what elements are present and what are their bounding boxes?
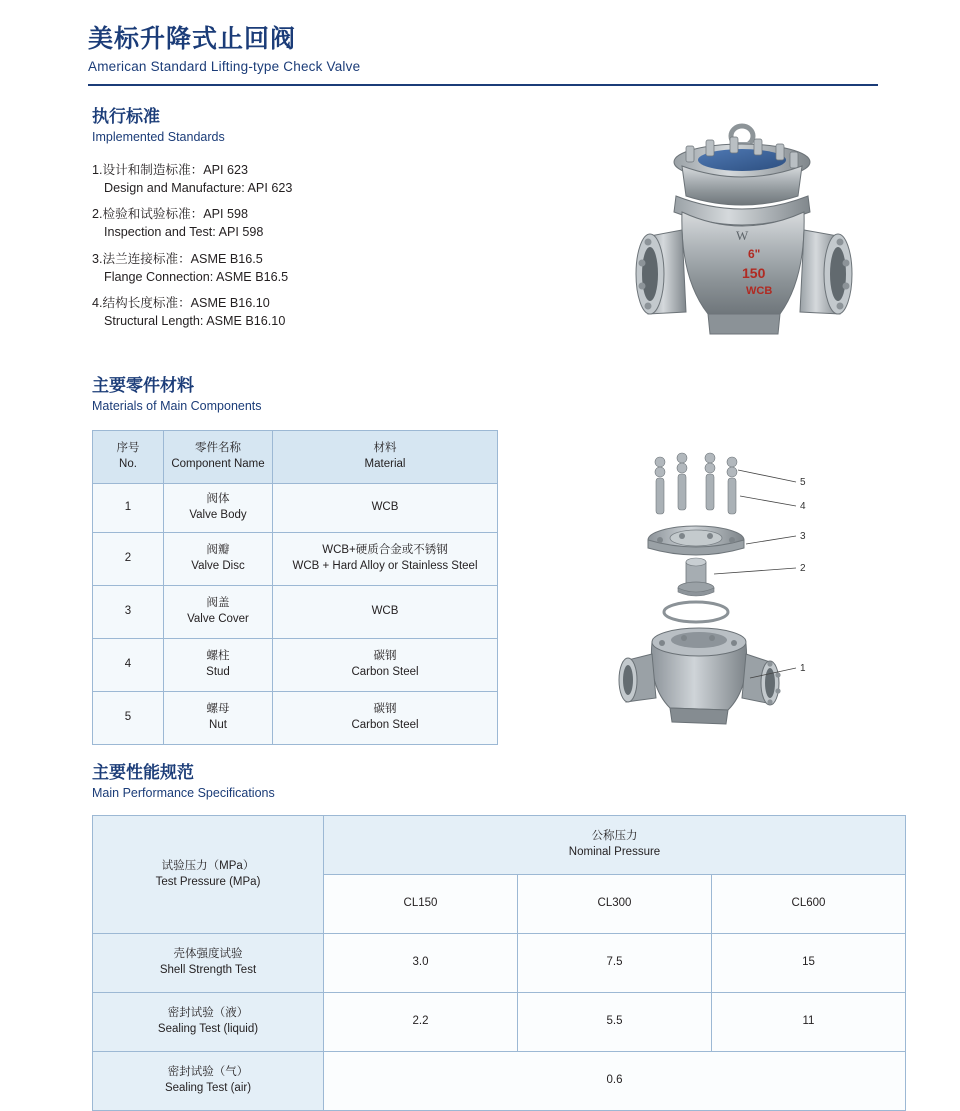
performance-heading-en: Main Performance Specifications xyxy=(92,786,275,801)
standard-en: Flange Connection: ASME B16.5 xyxy=(104,269,289,284)
table-row xyxy=(93,692,498,745)
list-item xyxy=(92,206,512,241)
group-header-nominal-pressure xyxy=(324,816,906,875)
table-header-row xyxy=(93,431,498,484)
row-header-shell-strength xyxy=(93,934,324,993)
standard-cn: 1.设计和制造标准：API 623 xyxy=(92,163,249,177)
valve-photo xyxy=(590,118,890,368)
col-header-cl150: CL150 xyxy=(324,875,518,934)
row-header-sealing-liquid xyxy=(93,993,324,1052)
cell-no: 2 xyxy=(93,533,164,586)
cell-material xyxy=(273,484,498,533)
row-header-en: Shell Strength Test xyxy=(159,964,257,976)
corner-header-cn: 试验压力（MPa） xyxy=(161,859,255,872)
cell-value: 2.2 xyxy=(324,993,518,1052)
materials-heading-cn: 主要零件材料 xyxy=(92,376,194,395)
table-row xyxy=(93,639,498,692)
header-divider xyxy=(88,84,878,86)
row-header-sealing-air xyxy=(93,1052,324,1111)
table-row xyxy=(93,934,906,993)
cell-no: 1 xyxy=(93,484,164,533)
col-header-material-en: Material xyxy=(364,458,406,470)
col-header-no-en: No. xyxy=(119,458,137,470)
photo-mark-class: 150 xyxy=(742,265,766,281)
cell-component-cn: 阀体 xyxy=(206,493,230,506)
standard-cn: 4.结构长度标准：ASME B16.10 xyxy=(92,295,270,310)
exploded-label-3: 3 xyxy=(800,531,806,542)
col-header-no xyxy=(93,431,164,484)
cell-material-cn: WCB+硬质合金或不锈钢 xyxy=(322,544,448,557)
group-header-en: Nominal Pressure xyxy=(568,846,661,858)
exploded-label-5: 5 xyxy=(800,477,806,488)
corner-header-test-pressure xyxy=(93,816,324,934)
cell-component xyxy=(164,586,273,639)
row-header-cn: 密封试验（液） xyxy=(167,1007,249,1020)
materials-table xyxy=(92,430,498,745)
cell-component-cn: 阀瓣 xyxy=(206,544,230,557)
col-header-no-cn: 序号 xyxy=(116,442,140,455)
performance-heading-cn: 主要性能规范 xyxy=(92,763,194,782)
table-row xyxy=(93,533,498,586)
page-header xyxy=(88,24,878,74)
standard-en: Structural Length: ASME B16.10 xyxy=(104,313,286,328)
col-header-component-cn: 零件名称 xyxy=(195,442,241,455)
performance-heading xyxy=(92,762,275,800)
cell-component-en: Nut xyxy=(209,719,227,731)
table-row xyxy=(93,484,498,533)
cell-material xyxy=(273,586,498,639)
cell-material-en: Carbon Steel xyxy=(351,666,419,678)
cell-material-en: Carbon Steel xyxy=(351,719,419,731)
standard-en: Design and Manufacture: API 623 xyxy=(104,181,293,195)
row-header-cn: 密封试验（气） xyxy=(167,1066,249,1079)
exploded-diagram xyxy=(600,440,890,740)
cell-value: 15 xyxy=(712,934,906,993)
cell-no: 4 xyxy=(93,639,164,692)
cell-component-cn: 螺母 xyxy=(206,703,230,716)
cell-material-cn: WCB xyxy=(371,501,399,514)
cell-no: 3 xyxy=(93,586,164,639)
col-header-material-cn: 材料 xyxy=(373,442,397,455)
cell-value: 11 xyxy=(712,993,906,1052)
standard-cn: 2.检验和试验标准：API 598 xyxy=(92,207,249,222)
table-row xyxy=(93,586,498,639)
cell-value: 5.5 xyxy=(518,993,712,1052)
table-row xyxy=(93,993,906,1052)
cell-material xyxy=(273,533,498,586)
cell-component xyxy=(164,533,273,586)
col-header-component-en: Component Name xyxy=(171,458,265,470)
col-header-cl300: CL300 xyxy=(518,875,712,934)
table-header-row xyxy=(93,816,906,875)
materials-heading-en: Materials of Main Components xyxy=(92,399,262,414)
cell-component-cn: 阀盖 xyxy=(206,597,230,610)
cell-component-cn: 螺柱 xyxy=(206,650,230,663)
standards-heading-cn: 执行标准 xyxy=(92,107,160,126)
cell-component-en: Stud xyxy=(206,666,230,678)
cell-component-en: Valve Cover xyxy=(187,613,249,625)
cell-component xyxy=(164,484,273,533)
cell-no: 5 xyxy=(93,692,164,745)
standards-heading xyxy=(92,106,225,144)
corner-header-en: Test Pressure (MPa) xyxy=(155,875,261,888)
cell-material xyxy=(273,639,498,692)
cell-component xyxy=(164,692,273,745)
photo-mark-material: WCB xyxy=(746,285,773,297)
cell-component xyxy=(164,639,273,692)
cell-value-merged: 0.6 xyxy=(324,1052,906,1111)
list-item xyxy=(92,162,512,197)
standards-list xyxy=(92,162,512,339)
cell-value: 7.5 xyxy=(518,934,712,993)
standards-heading-en: Implemented Standards xyxy=(92,130,225,145)
photo-mark-size: 6" xyxy=(748,247,761,261)
cell-material xyxy=(273,692,498,745)
standard-cn: 3.法兰连接标准：ASME B16.5 xyxy=(92,251,263,266)
exploded-label-4: 4 xyxy=(800,501,806,512)
col-header-material xyxy=(273,431,498,484)
page-title-en: American Standard Lifting-type Check Valve xyxy=(88,59,361,75)
photo-mark-logo: W xyxy=(736,228,749,243)
col-header-component xyxy=(164,431,273,484)
list-item xyxy=(92,251,512,286)
list-item xyxy=(92,295,512,330)
exploded-diagram-svg xyxy=(600,440,890,740)
cell-value: 3.0 xyxy=(324,934,518,993)
performance-table xyxy=(92,815,906,1111)
standard-en: Inspection and Test: API 598 xyxy=(104,225,264,240)
valve-photo-svg xyxy=(590,118,890,368)
cell-material-cn: 碳钢 xyxy=(373,703,397,716)
row-header-en: Sealing Test (air) xyxy=(164,1082,252,1094)
row-header-cn: 壳体强度试验 xyxy=(173,948,243,961)
exploded-label-2: 2 xyxy=(800,563,806,574)
cell-material-en: WCB + Hard Alloy or Stainless Steel xyxy=(292,560,478,572)
materials-heading xyxy=(92,375,262,413)
exploded-label-1: 1 xyxy=(800,663,806,674)
group-header-cn: 公称压力 xyxy=(591,830,638,843)
table-row xyxy=(93,1052,906,1111)
page-title-cn: 美标升降式止回阀 xyxy=(88,25,297,53)
row-header-en: Sealing Test (liquid) xyxy=(157,1023,259,1035)
cell-material-cn: WCB xyxy=(371,605,399,618)
cell-material-cn: 碳钢 xyxy=(373,650,397,663)
cell-component-en: Valve Disc xyxy=(191,560,245,572)
col-header-cl600: CL600 xyxy=(712,875,906,934)
cell-component-en: Valve Body xyxy=(189,509,247,521)
